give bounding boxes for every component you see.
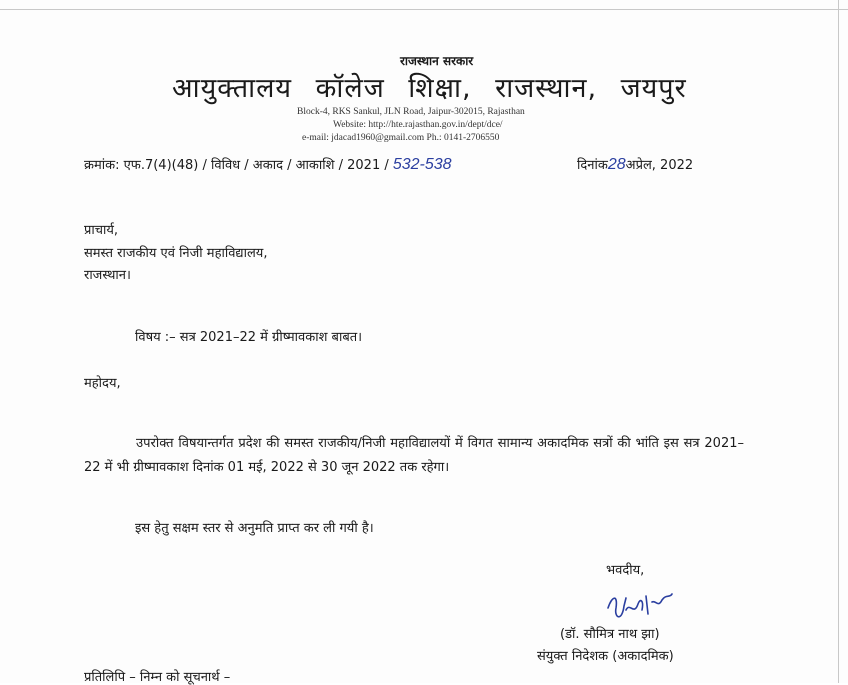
office-website: Website: http://hte.rajasthan.gov.in/dept/dce/ xyxy=(333,120,503,130)
signer-name: (डॉ. सौमित्र नाथ झा) xyxy=(560,627,660,642)
paragraph-1-text: उपरोक्त विषयान्तर्गत प्रदेश की समस्त राजकीय/निजी महाविद्यालयों में विगत सामान्य अकादमिक सत्रों की भांति इस सत्र 2021–22 में भी ग्रीष्मावकाश दिनांक 01 मई, 2022 से 30 जून 2022 तक रहेगा। xyxy=(84,436,744,475)
reference-number xyxy=(84,155,452,174)
government-heading: राजस्थान सरकार xyxy=(400,54,474,68)
addressee-line-3: राजस्थान। xyxy=(84,268,131,283)
closing-phrase: भवदीय, xyxy=(606,563,645,578)
body-paragraph-2: इस हेतु सक्षम स्तर से अनुमति प्राप्त कर ली गयी है। xyxy=(135,521,374,536)
office-title: आयुक्तालय कॉलेज शिक्षा, राजस्थान, जयपुर xyxy=(172,73,687,104)
letter-date xyxy=(577,155,693,174)
handwritten-dispatch-number: 532-538 xyxy=(392,156,452,173)
signature-image xyxy=(600,588,680,628)
scan-edge-right xyxy=(838,0,839,683)
addressee-line-2: समस्त राजकीय एवं निजी महाविद्यालय, xyxy=(84,246,268,261)
handwritten-date-day: 28 xyxy=(607,156,626,173)
office-contact: e-mail: jdacad1960@gmail.com Ph.: 0141-2706550 xyxy=(302,133,500,143)
signer-title: संयुक्त निदेशक (अकादमिक) xyxy=(537,649,674,664)
body-paragraph-1 xyxy=(84,432,744,480)
date-month-year: अप्रेल, 2022 xyxy=(625,158,694,173)
date-label: दिनांक xyxy=(577,158,608,173)
scan-edge-top xyxy=(0,9,848,10)
subject-line: विषय :– सत्र 2021–22 में ग्रीष्मावकाश बाबत। xyxy=(135,330,363,345)
reference-prefix: क्रमांक: एफ.7(4)(48) / विविध / अकाद / आकाशि / 2021 / xyxy=(84,158,393,173)
salutation: महोदय, xyxy=(84,376,121,391)
office-address: Block-4, RKS Sankul, JLN Road, Jaipur-302015, Rajasthan xyxy=(297,107,525,117)
copy-to-heading: प्रतिलिपि – निम्न को सूचनार्थ – xyxy=(84,670,231,685)
addressee-line-1: प्राचार्य, xyxy=(84,223,119,238)
